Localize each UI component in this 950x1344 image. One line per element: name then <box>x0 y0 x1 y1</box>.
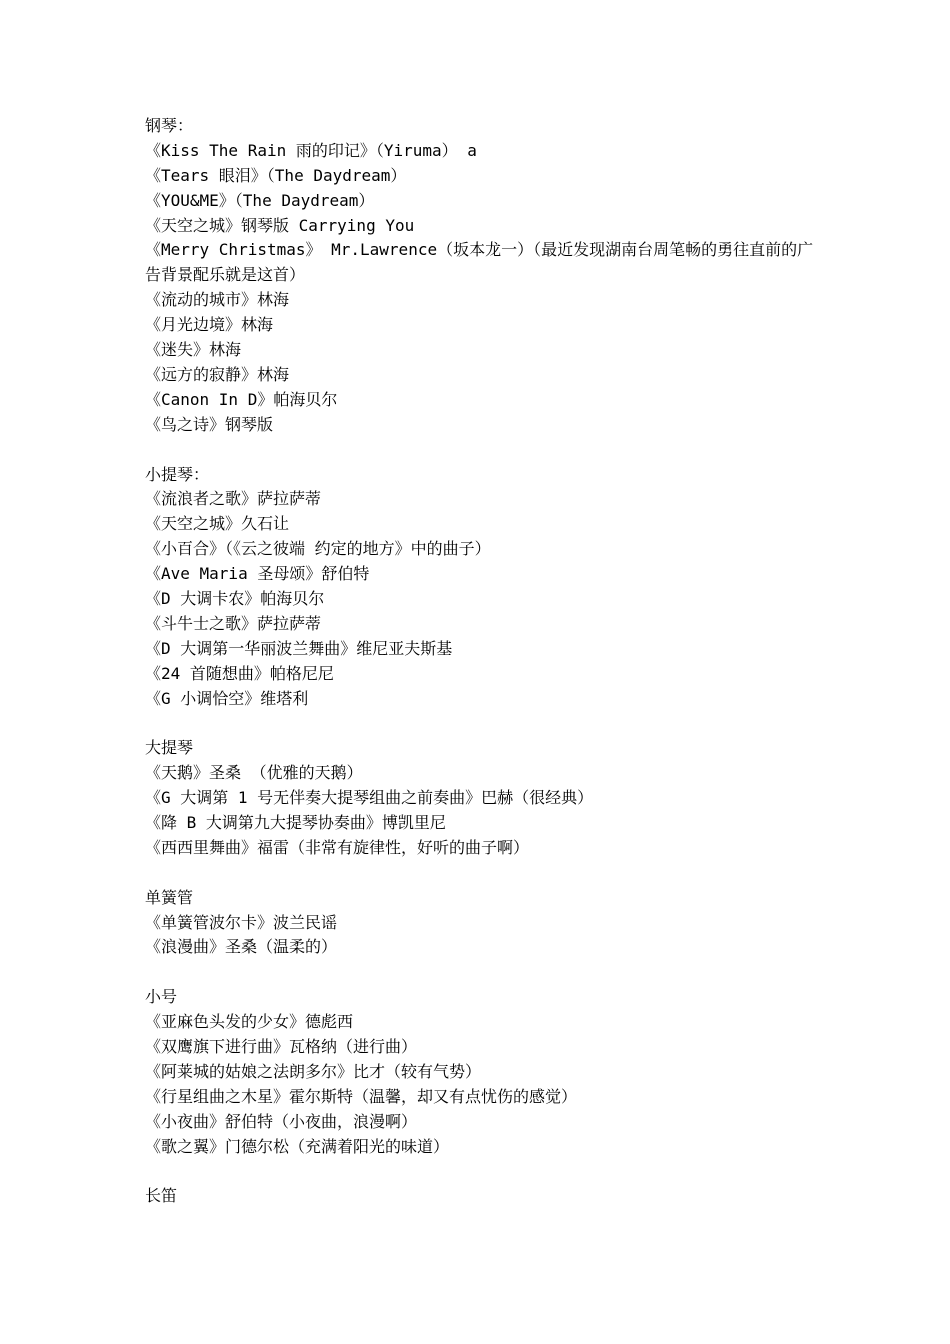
list-item: 《迷失》林海 <box>145 340 242 360</box>
list-item: 《亚麻色头发的少女》德彪西 <box>145 1012 354 1032</box>
section-clarinet <box>145 886 825 961</box>
list-item: 《天空之城》钢琴版 Carrying You <box>145 215 415 235</box>
list-item: 《鸟之诗》钢琴版 <box>145 414 274 434</box>
section-violin <box>145 463 825 712</box>
list-item: 《浪漫曲》圣桑（温柔的） <box>145 937 338 957</box>
list-item: 《流浪者之歌》萨拉萨蒂 <box>145 489 322 509</box>
list-item: 《斗牛士之歌》萨拉萨蒂 <box>145 613 322 633</box>
list-item: 《流动的城市》林海 <box>145 290 290 310</box>
section-piano <box>145 114 825 438</box>
list-item: 《Canon In D》帕海贝尔 <box>145 389 338 409</box>
section-heading: 单簧管 <box>145 887 194 907</box>
list-item: 《双鹰旗下进行曲》瓦格纳（进行曲） <box>145 1036 418 1056</box>
list-item: 《歌之翼》门德尔松（充满着阳光的味道） <box>145 1136 450 1156</box>
list-item: 《远方的寂静》林海 <box>145 364 290 384</box>
list-item: 《行星组曲之木星》霍尔斯特（温馨，却又有点忧伤的感觉） <box>145 1086 578 1106</box>
list-item: 《降 B 大调第九大提琴协奏曲》博凯里尼 <box>145 812 446 832</box>
list-item: 《单簧管波尔卡》波兰民谣 <box>145 912 338 932</box>
list-item: 《小百合》（《云之彼端 约定的地方》中的曲子） <box>145 539 491 559</box>
list-item: 《D 大调第一华丽波兰舞曲》维尼亚夫斯基 <box>145 638 453 658</box>
list-item: 《小夜曲》舒伯特（小夜曲，浪漫啊） <box>145 1111 418 1131</box>
list-item: 《月光边境》林海 <box>145 315 274 335</box>
list-item: 《G 小调恰空》维塔利 <box>145 688 309 708</box>
list-item: 《Tears 眼泪》（The Daydream） <box>145 165 407 185</box>
list-item: 《Merry Christmas》 Mr.Lawrence（坂本龙一）（最近发现湖南台周笔畅的勇往直前的广告背景配乐就是这首） <box>145 240 814 285</box>
list-item: 《D 大调卡农》帕海贝尔 <box>145 588 325 608</box>
list-item: 《G 大调第 1 号无伴奏大提琴组曲之前奏曲》巴赫（很经典） <box>145 788 594 808</box>
document-page <box>145 114 825 1234</box>
list-item: 《天鹅》圣桑 （优雅的天鹅） <box>145 763 363 783</box>
section-heading: 钢琴： <box>145 116 194 135</box>
list-item: 《24 首随想曲》帕格尼尼 <box>145 663 334 683</box>
section-flute <box>145 1184 825 1209</box>
list-item: 《阿莱城的姑娘之法朗多尔》比才（较有气势） <box>145 1061 482 1081</box>
section-heading: 长笛 <box>145 1186 178 1206</box>
list-item: 《天空之城》久石让 <box>145 514 290 534</box>
section-heading: 小号 <box>145 987 178 1007</box>
list-item: 《Ave Maria 圣母颂》舒伯特 <box>145 564 370 584</box>
section-cello <box>145 736 825 860</box>
section-trumpet <box>145 985 825 1159</box>
section-heading: 小提琴： <box>145 464 210 484</box>
list-item: 《西西里舞曲》福雷（非常有旋律性，好听的曲子啊） <box>145 837 530 857</box>
section-heading: 大提琴 <box>145 738 194 758</box>
list-item: 《Kiss The Rain 雨的印记》（Yiruma） a <box>145 140 477 160</box>
list-item: 《YOU&ME》（The Daydream） <box>145 190 375 210</box>
